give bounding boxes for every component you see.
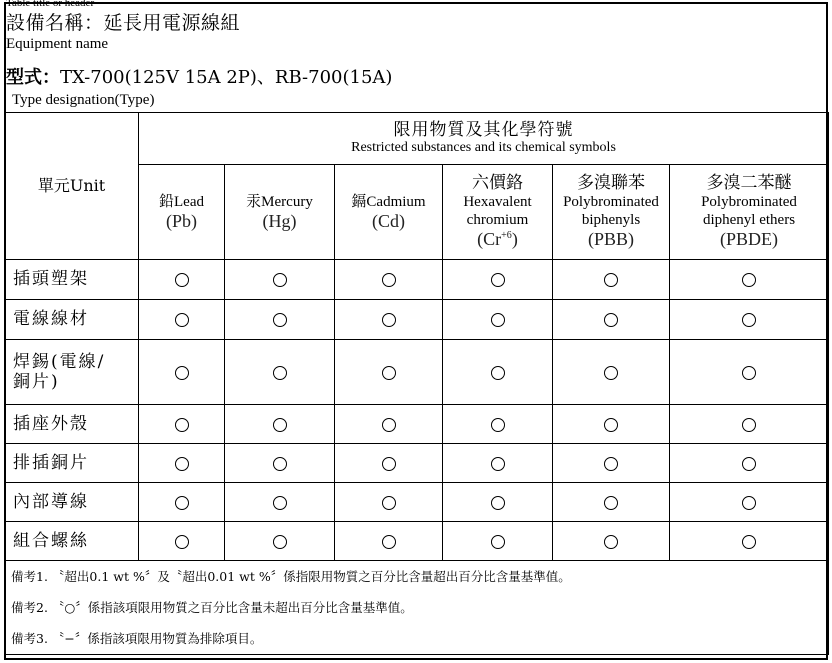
circle-icon (491, 457, 505, 471)
row-label: 插頭塑架 (5, 260, 139, 300)
circle-icon (175, 273, 189, 287)
circle-icon (604, 273, 618, 287)
substance-cadmium: 鎘Cadmium (Cd) (335, 165, 443, 260)
note-1: 備考1. 〝超出0.1 wt %〞及〝超出0.01 wt %〞係指限用物質之百分比含量超出百分比含量基準值。 (11, 569, 571, 584)
circle-icon (382, 366, 396, 380)
circle-icon (382, 496, 396, 510)
row-label: 電線線材 (5, 300, 139, 340)
circle-icon (604, 366, 618, 380)
circle-icon (604, 496, 618, 510)
row-label: 排插銅片 (5, 444, 139, 483)
circle-icon (382, 313, 396, 327)
circle-icon (742, 366, 756, 380)
row-label: 內部導線 (5, 483, 139, 522)
circle-icon (382, 418, 396, 432)
model-line (6, 63, 392, 89)
circle-icon (382, 535, 396, 549)
circle-icon (604, 457, 618, 471)
circle-icon (273, 496, 287, 510)
circle-icon (175, 496, 189, 510)
circle-icon (604, 535, 618, 549)
circle-icon (273, 366, 287, 380)
substance-pbde: 多溴二苯醚 Polybrominated diphenyl ethers (PBDE) (670, 165, 829, 260)
model-label: 型式： (6, 67, 60, 88)
circle-icon (175, 366, 189, 380)
table-row (5, 444, 829, 483)
circle-icon (175, 418, 189, 432)
substance-hexavalent-chromium: 六價鉻 Hexavalent chromium $(Cr^{+6})$ (443, 165, 553, 260)
circle-icon (175, 313, 189, 327)
circle-icon (491, 496, 505, 510)
circle-icon (175, 457, 189, 471)
substance-lead: 鉛Lead (Pb) (139, 165, 225, 260)
circle-icon (273, 535, 287, 549)
circle-icon (273, 457, 287, 471)
table-row (5, 260, 829, 300)
circle-icon (491, 418, 505, 432)
top-partial-text: Table title or header (6, 0, 95, 9)
substance-mercury: 汞Mercury (Hg) (225, 165, 335, 260)
restricted-header-en: Restricted substances and its chemical symbols (351, 140, 616, 156)
restricted-substances-table (4, 112, 829, 655)
row-label: 插座外殼 (5, 405, 139, 444)
table-row (5, 340, 829, 405)
circle-icon (742, 313, 756, 327)
table-row (5, 405, 829, 444)
table-row (5, 522, 829, 561)
restricted-header-zh: 限用物質及其化學符號 (393, 119, 574, 140)
equipment-name-en: Equipment name (6, 36, 109, 52)
circle-icon (382, 273, 396, 287)
circle-icon (491, 366, 505, 380)
circle-icon (604, 418, 618, 432)
table-row (5, 300, 829, 340)
row-label: 焊錫(電線/ 銅片) (5, 340, 139, 405)
circle-icon (175, 535, 189, 549)
type-designation-en: Type designation(Type) (12, 92, 155, 108)
restricted-header (139, 113, 829, 165)
circle-icon (604, 313, 618, 327)
circle-icon (273, 418, 287, 432)
notes-cell (5, 561, 829, 655)
circle-icon (382, 457, 396, 471)
equipment-name-zh: 設備名稱：延長用電源線組 (6, 12, 241, 34)
circle-icon (742, 273, 756, 287)
circle-icon (742, 496, 756, 510)
note-2: 備考2. 〝○〞係指該項限用物質之百分比含量未超出百分比含量基準值。 (11, 600, 413, 615)
circle-icon (491, 313, 505, 327)
circle-icon (491, 535, 505, 549)
circle-icon (273, 273, 287, 287)
circle-icon (742, 457, 756, 471)
notes-row (5, 561, 829, 655)
unit-header: 單元Unit (5, 113, 139, 260)
circle-icon (273, 313, 287, 327)
note-3: 備考3. 〝−〞係指該項限用物質為排除項目。 (11, 631, 263, 646)
table-row (5, 483, 829, 522)
row-label: 組合螺絲 (5, 522, 139, 561)
model-value: TX-700(125V 15A 2P)、RB-700(15A) (60, 67, 393, 88)
circle-icon (491, 273, 505, 287)
circle-icon (742, 535, 756, 549)
circle-icon (742, 418, 756, 432)
substance-pbb: 多溴聯苯 Polybrominated biphenyls (PBB) (553, 165, 670, 260)
